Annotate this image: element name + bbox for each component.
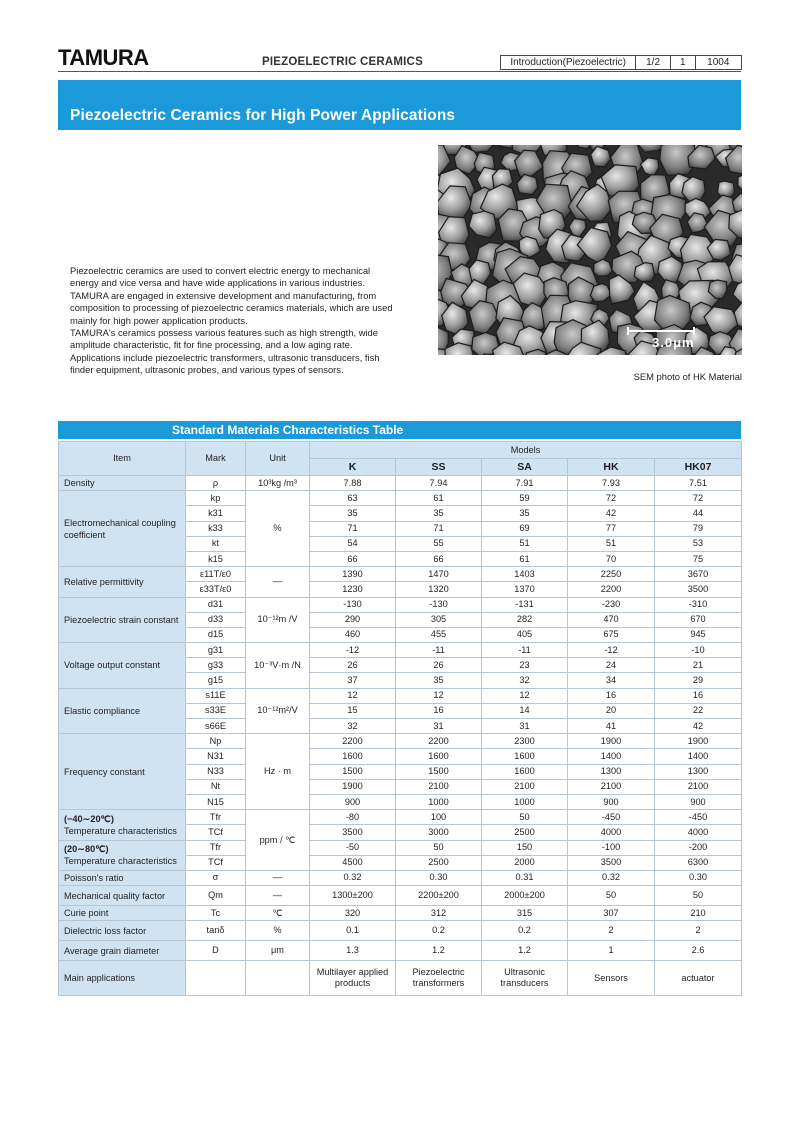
property-label (59, 567, 186, 597)
value-cell: 405 (482, 627, 568, 642)
application-en: Piezoelectric transformers (412, 967, 465, 989)
table-row (59, 886, 742, 906)
property-label (59, 491, 186, 567)
value-cell: 72 (568, 491, 655, 506)
unit-cell: 10⁻³V·m /N (246, 643, 310, 689)
property-label-en: Relative permittivity (64, 576, 144, 587)
ceramic-grain (717, 181, 734, 197)
value-cell: 29 (655, 673, 742, 688)
table-row (59, 734, 742, 749)
value-cell: 1.3 (310, 941, 396, 961)
table-row (59, 597, 742, 612)
property-label-en: Voltage output constant (64, 660, 161, 671)
ref-rev: 1 (671, 56, 696, 69)
value-cell: 2000 (482, 855, 568, 870)
temperature-label (59, 810, 186, 840)
ref-doc: Introduction(Piezoelectric) (501, 56, 636, 69)
value-cell: 63 (310, 491, 396, 506)
value-cell: -10 (655, 643, 742, 658)
value-cell: 35 (310, 506, 396, 521)
value-cell: 0.30 (396, 870, 482, 885)
value-cell: 26 (396, 658, 482, 673)
property-label (59, 643, 186, 689)
value-cell: 59 (482, 491, 568, 506)
value-cell: -100 (568, 840, 655, 855)
value-cell: 53 (655, 536, 742, 551)
value-cell: 675 (568, 627, 655, 642)
value-cell: 1.2 (482, 941, 568, 961)
table-row (59, 643, 742, 658)
value-cell: 455 (396, 627, 482, 642)
value-cell: 290 (310, 612, 396, 627)
value-cell: 54 (310, 536, 396, 551)
value-cell: 2300 (482, 734, 568, 749)
value-cell: 7.88 (310, 476, 396, 491)
value-cell: 1230 (310, 582, 396, 597)
value-cell: 12 (396, 688, 482, 703)
temperature-range: (20∼80℃) (64, 844, 109, 855)
property-label-en: Electromechanical coupling coefficient (64, 517, 176, 540)
value-cell: 460 (310, 627, 396, 642)
unit-cell: % (246, 921, 310, 941)
value-cell: 70 (568, 551, 655, 566)
application-cell (655, 961, 742, 996)
mark-cell: D (186, 941, 246, 961)
value-cell: 2200 (396, 734, 482, 749)
property-label (59, 870, 186, 885)
value-cell: 2500 (396, 855, 482, 870)
value-cell: 42 (568, 506, 655, 521)
value-cell: 1390 (310, 567, 396, 582)
mark-cell: tanδ (186, 921, 246, 941)
value-cell: 26 (310, 658, 396, 673)
value-cell: -130 (396, 597, 482, 612)
value-cell: 12 (482, 688, 568, 703)
value-cell: 3500 (568, 855, 655, 870)
unit-cell: Hz · m (246, 734, 310, 810)
tamura-logo: TAMURA (58, 45, 149, 70)
value-cell: 16 (568, 688, 655, 703)
value-cell: 1500 (310, 764, 396, 779)
head-item: Item (59, 442, 186, 476)
value-cell: 16 (655, 688, 742, 703)
value-cell: 1403 (482, 567, 568, 582)
value-cell: 2200±200 (396, 886, 482, 906)
table-row (59, 941, 742, 961)
temperature-label-en: Temperature characteristics (64, 856, 177, 867)
property-label (59, 886, 186, 906)
header-title: PIEZOELECTRIC CERAMICS (262, 56, 423, 68)
value-cell: 42 (655, 719, 742, 734)
unit-cell: % (246, 491, 310, 567)
model-sa: SA (482, 459, 568, 476)
property-label (59, 476, 186, 491)
value-cell: 210 (655, 906, 742, 921)
value-cell: 24 (568, 658, 655, 673)
mark-cell: g33 (186, 658, 246, 673)
value-cell: 72 (655, 491, 742, 506)
document-reference (500, 55, 742, 70)
mark-cell: d31 (186, 597, 246, 612)
value-cell: 37 (310, 673, 396, 688)
value-cell: 1 (568, 941, 655, 961)
value-cell: 2100 (482, 779, 568, 794)
value-cell: 900 (655, 794, 742, 809)
property-label-en: Piezoelectric strain constant (64, 614, 179, 625)
value-cell: 2000±200 (482, 886, 568, 906)
mark-cell: g31 (186, 643, 246, 658)
value-cell: 312 (396, 906, 482, 921)
value-cell: 670 (655, 612, 742, 627)
value-cell: 2100 (655, 779, 742, 794)
value-cell: 1300 (655, 764, 742, 779)
value-cell: 2250 (568, 567, 655, 582)
table-row (59, 491, 742, 506)
value-cell: 1900 (568, 734, 655, 749)
application-cell (482, 961, 568, 996)
value-cell: 21 (655, 658, 742, 673)
value-cell: 2100 (396, 779, 482, 794)
property-label-en: Mechanical quality factor (64, 890, 166, 901)
header-divider (58, 71, 741, 72)
value-cell: 1300±200 (310, 886, 396, 906)
unit-cell: — (246, 567, 310, 597)
unit-cell: ppm / ℃ (246, 810, 310, 871)
mark-cell: ε33T/ε0 (186, 582, 246, 597)
mark-cell (186, 961, 246, 996)
value-cell: 0.31 (482, 870, 568, 885)
mark-cell: ε11T/ε0 (186, 567, 246, 582)
value-cell: 1400 (655, 749, 742, 764)
table-row (59, 961, 742, 996)
value-cell: -131 (482, 597, 568, 612)
value-cell: 470 (568, 612, 655, 627)
value-cell: 1370 (482, 582, 568, 597)
mark-cell: k33 (186, 521, 246, 536)
value-cell: 20 (568, 703, 655, 718)
table-row (59, 906, 742, 921)
value-cell: 50 (655, 886, 742, 906)
value-cell: 1000 (396, 794, 482, 809)
value-cell: -450 (655, 810, 742, 825)
temperature-range: (−40∼20℃) (64, 813, 114, 824)
value-cell: 1470 (396, 567, 482, 582)
value-cell: 61 (396, 491, 482, 506)
value-cell: 50 (482, 810, 568, 825)
mark-cell: d33 (186, 612, 246, 627)
value-cell: 71 (310, 521, 396, 536)
value-cell: 35 (482, 506, 568, 521)
value-cell: 79 (655, 521, 742, 536)
value-cell: 320 (310, 906, 396, 921)
value-cell: 0.32 (568, 870, 655, 885)
value-cell: 307 (568, 906, 655, 921)
property-label-en: Average grain diameter (64, 945, 160, 956)
value-cell: 150 (482, 840, 568, 855)
property-label (59, 941, 186, 961)
value-cell: -130 (310, 597, 396, 612)
head-models: Models (310, 442, 742, 459)
property-label-en: Poisson's ratio (64, 872, 124, 883)
model-hk: HK (568, 459, 655, 476)
value-cell: 51 (482, 536, 568, 551)
property-label-en: Dielectric loss factor (64, 925, 147, 936)
application-en: Multilayer applied products (316, 967, 389, 989)
property-label (59, 906, 186, 921)
unit-cell: ℃ (246, 906, 310, 921)
value-cell: 1320 (396, 582, 482, 597)
mark-cell: g15 (186, 673, 246, 688)
value-cell: -80 (310, 810, 396, 825)
value-cell: 50 (396, 840, 482, 855)
value-cell: 282 (482, 612, 568, 627)
intro-en-paragraph: TAMURA's ceramics possess various features such as high strength, wide amplitude characteristic, fit for fine processing, and a low aging rate. (70, 327, 378, 351)
value-cell: 900 (568, 794, 655, 809)
property-label (59, 921, 186, 941)
value-cell: 34 (568, 673, 655, 688)
intro-english (70, 265, 400, 377)
property-label (59, 734, 186, 810)
banner-title-en: Piezoelectric Ceramics for High Power Applications (70, 107, 456, 124)
property-label-en: Elastic compliance (64, 705, 141, 716)
mark-cell: s66E (186, 719, 246, 734)
mark-cell: Tfr (186, 840, 246, 855)
unit-cell: — (246, 886, 310, 906)
ref-page: 1/2 (636, 56, 671, 69)
sem-caption-en: SEM photo of HK Material (633, 371, 742, 382)
mark-cell: N31 (186, 749, 246, 764)
value-cell: 2.6 (655, 941, 742, 961)
intro-en-paragraph: Piezoelectric ceramics are used to convert electric energy to mechanical energy and vice versa and have wide applications in various industries. (70, 265, 371, 289)
mark-cell: ρ (186, 476, 246, 491)
value-cell: 1600 (482, 764, 568, 779)
table-row (59, 921, 742, 941)
property-label (59, 597, 186, 643)
mark-cell: N15 (186, 794, 246, 809)
value-cell: 51 (568, 536, 655, 551)
value-cell: 1900 (310, 779, 396, 794)
value-cell: -310 (655, 597, 742, 612)
value-cell: 7.91 (482, 476, 568, 491)
value-cell: 4000 (568, 825, 655, 840)
mark-cell: s33E (186, 703, 246, 718)
unit-cell (246, 961, 310, 996)
value-cell: 100 (396, 810, 482, 825)
value-cell: 15 (310, 703, 396, 718)
value-cell: -200 (655, 840, 742, 855)
value-cell: 50 (568, 886, 655, 906)
model-k: K (310, 459, 396, 476)
ref-code: 1004 (707, 57, 730, 68)
mark-cell: k31 (186, 506, 246, 521)
head-unit: Unit (246, 442, 310, 476)
table-row (59, 840, 742, 855)
table-row (59, 476, 742, 491)
value-cell: 315 (482, 906, 568, 921)
application-en: Ultrasonic transducers (500, 967, 549, 989)
value-cell: 71 (396, 521, 482, 536)
value-cell: 1600 (310, 749, 396, 764)
table-row (59, 567, 742, 582)
value-cell: 2200 (568, 582, 655, 597)
value-cell: 0.2 (396, 921, 482, 941)
value-cell: 16 (396, 703, 482, 718)
value-cell: 12 (310, 688, 396, 703)
value-cell: 31 (396, 719, 482, 734)
mark-cell: k15 (186, 551, 246, 566)
temperature-label-en: Temperature characteristics (64, 825, 177, 836)
application-cell (310, 961, 396, 996)
value-cell: 41 (568, 719, 655, 734)
mark-cell: s11E (186, 688, 246, 703)
value-cell: 66 (310, 551, 396, 566)
value-cell: 6300 (655, 855, 742, 870)
value-cell: 305 (396, 612, 482, 627)
table-row (59, 810, 742, 825)
value-cell: 1.2 (396, 941, 482, 961)
property-label-en: Density (64, 478, 95, 489)
value-cell: 44 (655, 506, 742, 521)
value-cell: 61 (482, 551, 568, 566)
value-cell: 3670 (655, 567, 742, 582)
mark-cell: Tc (186, 906, 246, 921)
property-label (59, 961, 186, 996)
property-label-en: Curie point (64, 908, 109, 919)
value-cell: -50 (310, 840, 396, 855)
unit-cell: — (246, 870, 310, 885)
mark-cell: TCf (186, 855, 246, 870)
mark-cell: Np (186, 734, 246, 749)
mark-cell: Qm (186, 886, 246, 906)
value-cell: 4000 (655, 825, 742, 840)
property-label-en: Main applications (64, 972, 135, 983)
value-cell: -12 (310, 643, 396, 658)
value-cell: 77 (568, 521, 655, 536)
value-cell: 35 (396, 506, 482, 521)
scale-label: 3.0μm (652, 335, 695, 350)
unit-cell: 10⁻¹²m²/V (246, 688, 310, 734)
intro-en-paragraph: Applications include piezoelectric transformers, ultrasonic transducers, fish finder equipment, ultrasonic probes, and various types of sensors. (70, 351, 380, 376)
table-row (59, 688, 742, 703)
value-cell: 900 (310, 794, 396, 809)
value-cell: 2 (568, 921, 655, 941)
value-cell: -230 (568, 597, 655, 612)
value-cell: 3500 (655, 582, 742, 597)
unit-cell: 10³kg /m³ (246, 476, 310, 491)
mark-cell: kt (186, 536, 246, 551)
value-cell: 0.32 (310, 870, 396, 885)
value-cell: -11 (396, 643, 482, 658)
value-cell: 69 (482, 521, 568, 536)
value-cell: 1600 (482, 749, 568, 764)
value-cell: 7.93 (568, 476, 655, 491)
mark-cell: N33 (186, 764, 246, 779)
value-cell: 0.1 (310, 921, 396, 941)
materials-table (58, 441, 742, 996)
value-cell: 32 (310, 719, 396, 734)
model-ss: SS (396, 459, 482, 476)
value-cell: 35 (396, 673, 482, 688)
table-row (59, 870, 742, 885)
value-cell: 32 (482, 673, 568, 688)
property-label-en: Frequency constant (64, 766, 145, 777)
mark-cell: d15 (186, 627, 246, 642)
value-cell: 7.94 (396, 476, 482, 491)
value-cell: 945 (655, 627, 742, 642)
value-cell: 75 (655, 551, 742, 566)
value-cell: 2500 (482, 825, 568, 840)
application-en: Sensors (594, 972, 628, 983)
value-cell: -450 (568, 810, 655, 825)
mark-cell: Nt (186, 779, 246, 794)
value-cell: 1500 (396, 764, 482, 779)
value-cell: 1600 (396, 749, 482, 764)
value-cell: 14 (482, 703, 568, 718)
value-cell: 2 (655, 921, 742, 941)
application-en: actuator (681, 972, 715, 983)
value-cell: 1000 (482, 794, 568, 809)
value-cell: 55 (396, 536, 482, 551)
section-title: Standard Materials Characteristics Table (172, 423, 404, 437)
value-cell: 3500 (310, 825, 396, 840)
value-cell: 3000 (396, 825, 482, 840)
unit-cell: μm (246, 941, 310, 961)
mark-cell: σ (186, 870, 246, 885)
mark-cell: kp (186, 491, 246, 506)
value-cell: 31 (482, 719, 568, 734)
value-cell: 1300 (568, 764, 655, 779)
model-hk07: HK07 (655, 459, 742, 476)
value-cell: 22 (655, 703, 742, 718)
value-cell: 0.30 (655, 870, 742, 885)
head-mark: Mark (186, 442, 246, 476)
value-cell: 23 (482, 658, 568, 673)
mark-cell: TCf (186, 825, 246, 840)
value-cell: -12 (568, 643, 655, 658)
unit-cell: 10⁻¹²m /V (246, 597, 310, 643)
mark-cell: Tfr (186, 810, 246, 825)
value-cell: 0.2 (482, 921, 568, 941)
value-cell: 2200 (310, 734, 396, 749)
intro-en-paragraph: TAMURA are engaged in extensive development and manufacturing, from composition to processing of piezoelectric ceramics materials, which are used mainly for high power application products. (70, 289, 393, 326)
value-cell: 2100 (568, 779, 655, 794)
value-cell: 1400 (568, 749, 655, 764)
sem-grain-texture (438, 145, 742, 355)
application-cell (396, 961, 482, 996)
value-cell: 4500 (310, 855, 396, 870)
value-cell: -11 (482, 643, 568, 658)
application-cell (568, 961, 655, 996)
value-cell: 1900 (655, 734, 742, 749)
temperature-label (59, 840, 186, 870)
property-label (59, 688, 186, 734)
sem-photo (438, 145, 742, 355)
value-cell: 66 (396, 551, 482, 566)
value-cell: 7.51 (655, 476, 742, 491)
